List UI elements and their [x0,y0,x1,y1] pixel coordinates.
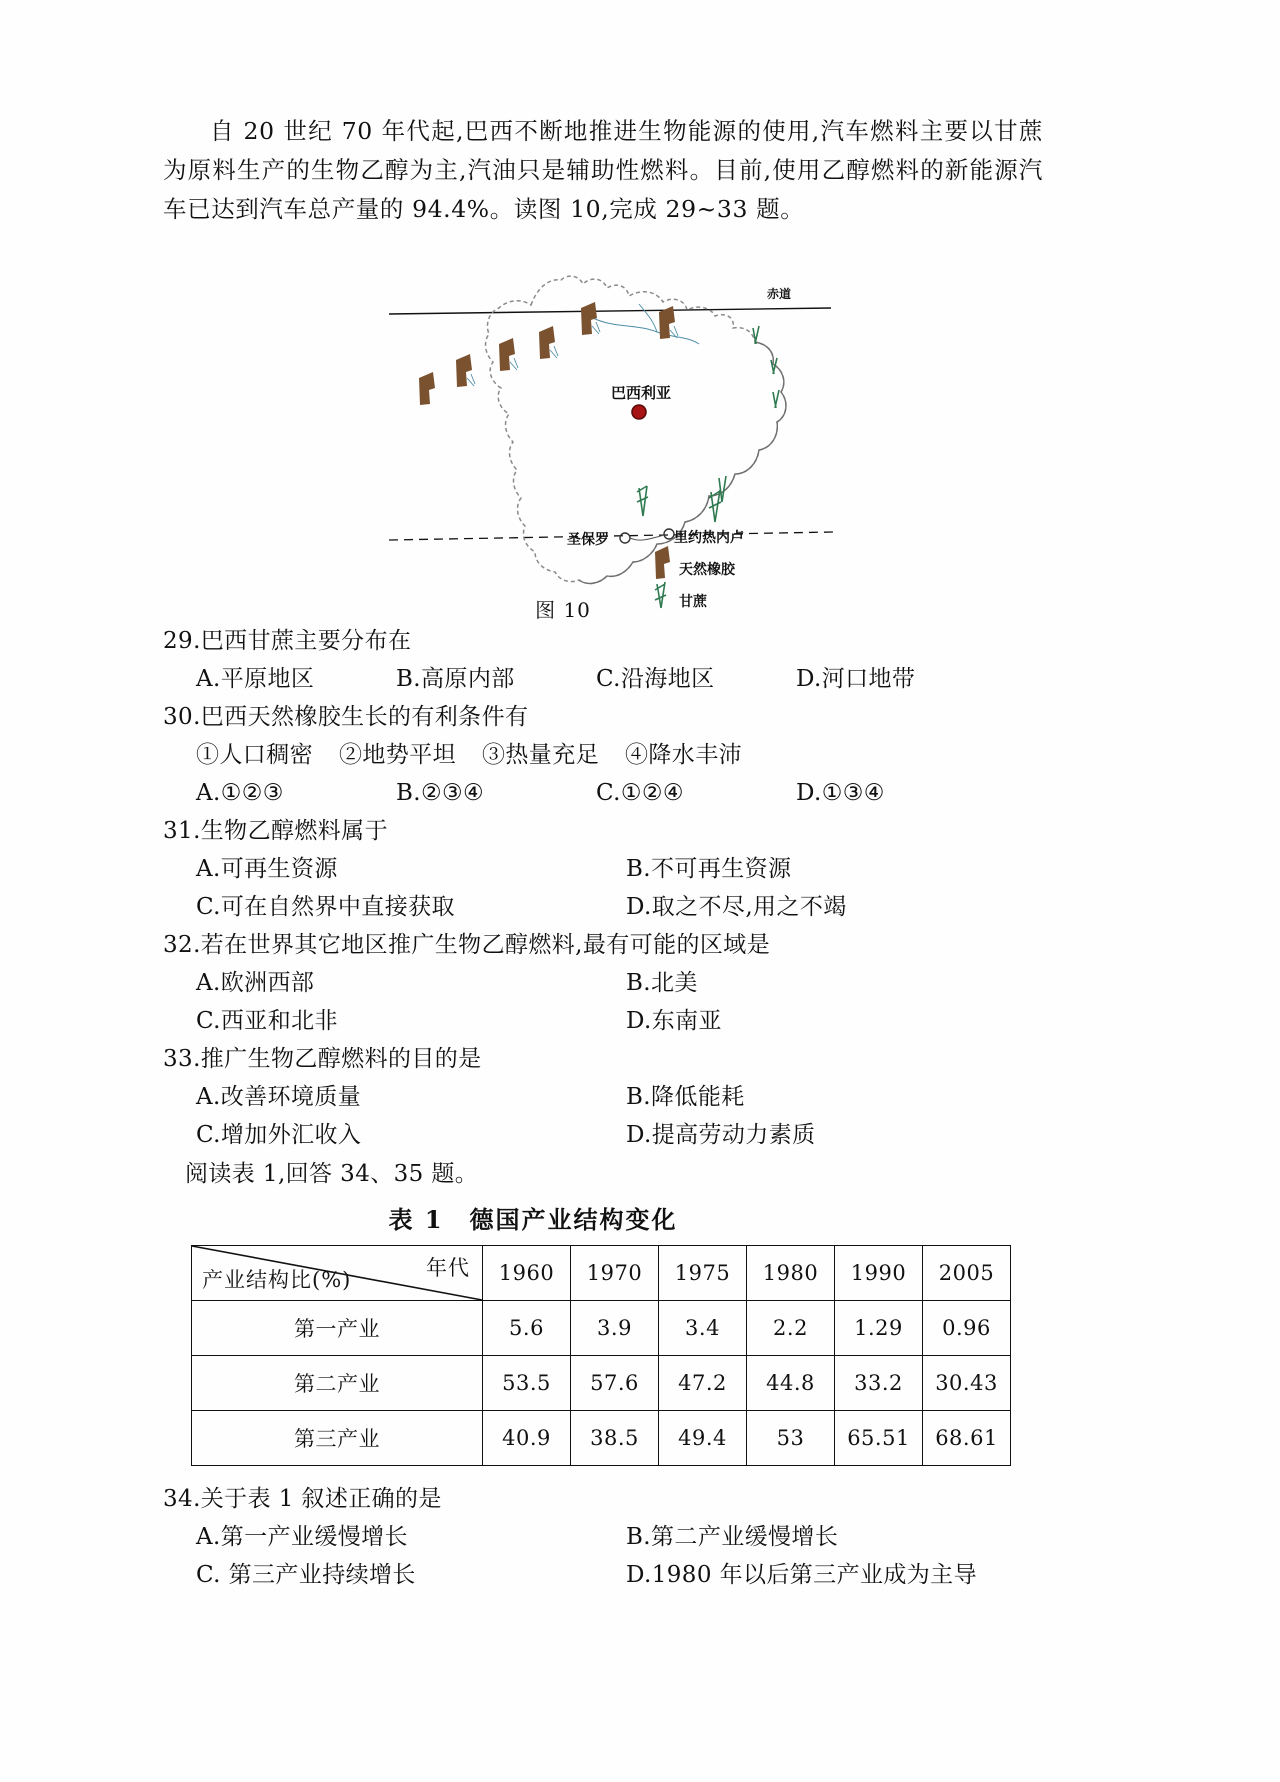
corner-col-label: 产业结构比(%) [202,1268,352,1292]
option-c[interactable]: C.可在自然界中直接获取 [196,894,455,920]
question-32-options-row1 [163,964,1043,1002]
question-32-options-row2 [163,1002,1043,1040]
option-c[interactable]: C.沿海地区 [596,666,715,692]
question-31-options-row1 [163,850,1043,888]
read-table-instruction: 阅读表 1,回答 34、35 题。 [185,1161,479,1187]
table-row [192,1301,1011,1356]
col-header-1975: 1975 [659,1246,747,1301]
option-b[interactable]: B.第二产业缓慢增长 [626,1524,839,1550]
question-33-text: 推广生物乙醇燃料的目的是 [200,1046,482,1072]
legend-rubber-icon [655,546,670,579]
table-row [192,1356,1011,1411]
option-d[interactable]: D.①③④ [796,780,885,806]
brazil-coastline [579,342,786,583]
col-header-1970: 1970 [571,1246,659,1301]
option-a[interactable]: A.欧洲西部 [196,970,315,996]
legend-rubber-label: 天然橡胶 [679,562,735,578]
option-d[interactable]: D.提高劳动力素质 [626,1122,816,1148]
table-1-german-industry [191,1245,1011,1466]
cell-tertiary-1980: 53 [747,1411,835,1466]
option-d[interactable]: D.取之不尽,用之不竭 [626,894,847,920]
col-header-1960: 1960 [483,1246,571,1301]
figure-caption: 图 10 [535,598,591,622]
equator-label: 赤道 [767,287,792,301]
sugarcane-icon [773,390,779,408]
question-34 [163,1480,1043,1594]
capital-city-dot [632,405,646,419]
option-d[interactable]: D.1980 年以后第三产业成为主导 [626,1562,977,1588]
sugarcane-icon [637,486,648,516]
tropic-line [389,532,833,540]
question-31 [163,812,1043,926]
question-34-number: 34. [163,1486,201,1512]
rubber-tree-icon [499,338,515,371]
cell-tertiary-1975: 49.4 [659,1411,747,1466]
capital-label: 巴西利亚 [611,384,672,402]
cell-secondary-2005: 30.43 [923,1356,1011,1411]
question-33-stem [163,1040,1043,1078]
item-4: ④降水丰沛 [625,742,742,768]
sugarcane-icon [709,490,721,522]
question-31-text: 生物乙醇燃料属于 [200,818,388,844]
option-b[interactable]: B.降低能耗 [626,1084,745,1110]
question-34-stem [163,1480,1043,1518]
question-30-text: 巴西天然橡胶生长的有利条件有 [200,704,529,730]
page-content [163,88,1043,1594]
cell-primary-1960: 5.6 [483,1301,571,1356]
cell-tertiary-1990: 65.51 [835,1411,923,1466]
cell-primary-1975: 3.4 [659,1301,747,1356]
question-32 [163,926,1043,1040]
question-32-text: 若在世界其它地区推广生物乙醇燃料,最有可能的区域是 [200,932,771,958]
col-header-1980: 1980 [747,1246,835,1301]
question-30 [163,698,1043,812]
option-c[interactable]: C.增加外汇收入 [196,1122,362,1148]
rio-label: 里约热内卢 [674,530,744,546]
col-header-2005: 2005 [923,1246,1011,1301]
option-a[interactable]: A.可再生资源 [196,856,338,882]
question-31-number: 31. [163,818,201,844]
rubber-tree-icon [581,302,597,335]
col-header-1990: 1990 [835,1246,923,1301]
cell-secondary-1980: 44.8 [747,1356,835,1411]
question-29 [163,622,1043,698]
question-30-number: 30. [163,704,201,730]
item-1: ①人口稠密 [196,742,313,768]
question-34-options-row1 [163,1518,1043,1556]
option-a[interactable]: A.①②③ [196,780,284,806]
cell-primary-1980: 2.2 [747,1301,835,1356]
question-33 [163,1040,1043,1154]
table-header-row [192,1246,1011,1301]
question-33-number: 33. [163,1046,201,1072]
cell-tertiary-2005: 68.61 [923,1411,1011,1466]
cell-primary-1990: 1.29 [835,1301,923,1356]
option-b[interactable]: B.不可再生资源 [626,856,792,882]
question-31-stem [163,812,1043,850]
cell-secondary-1975: 47.2 [659,1356,747,1411]
option-b[interactable]: B.②③④ [396,780,485,806]
rubber-tree-icon [456,354,472,387]
cell-secondary-1960: 53.5 [483,1356,571,1411]
cell-secondary-1970: 57.6 [571,1356,659,1411]
rubber-tree-icon [539,326,555,359]
question-34-options-row2 [163,1556,1043,1594]
option-a[interactable]: A.改善环境质量 [196,1084,362,1110]
table-1-title: 表 1 德国产业结构变化 [388,1205,678,1234]
option-c[interactable]: C.①②④ [596,780,684,806]
corner-row-label: 年代 [426,1256,470,1280]
question-29-number: 29. [163,628,201,654]
figure-10 [163,252,1043,622]
option-c[interactable]: C.西亚和北非 [196,1008,338,1034]
question-29-text: 巴西甘蔗主要分布在 [200,628,412,654]
row-header-tertiary: 第三产业 [192,1411,483,1466]
cell-primary-1970: 3.9 [571,1301,659,1356]
question-32-number: 32. [163,932,201,958]
item-2: ②地势平坦 [339,742,456,768]
question-29-stem [163,622,1043,660]
question-29-options [163,660,1043,698]
item-3: ③热量充足 [482,742,599,768]
rubber-tree-icon [419,372,435,405]
question-30-stem [163,698,1043,736]
question-31-options-row2 [163,888,1043,926]
option-b[interactable]: B.高原内部 [396,666,515,692]
sugarcane-icon [753,326,759,344]
question-33-options-row2 [163,1116,1043,1154]
option-d[interactable]: D.东南亚 [626,1008,722,1034]
city-dot-rio [664,529,674,539]
question-34-text: 关于表 1 叙述正确的是 [200,1486,442,1512]
table-row [192,1411,1011,1466]
question-30-options [163,774,1043,812]
question-30-items [163,736,1043,774]
question-32-stem [163,926,1043,964]
sao-paulo-label: 圣保罗 [567,532,609,548]
rubber-accent-group [467,322,678,386]
amazon-river [593,318,699,344]
sugarcane-icon [719,476,726,502]
option-a[interactable]: A.平原地区 [196,666,315,692]
row-header-primary: 第一产业 [192,1301,483,1356]
option-b[interactable]: B.北美 [626,970,698,996]
cell-tertiary-1970: 38.5 [571,1411,659,1466]
question-33-options-row1 [163,1078,1043,1116]
cell-primary-2005: 0.96 [923,1301,1011,1356]
legend-sugarcane-label: 甘蔗 [679,594,707,610]
table-corner-cell [192,1246,483,1301]
intro-paragraph: 自 20 世纪 70 年代起,巴西不断地推进生物能源的使用,汽车燃料主要以甘蔗为原料生产的生物乙醇为主,汽油只是辅助性燃料。目前,使用乙醇燃料的新能源汽车已达到汽车总产量的 94.4%。读图 10,完成 29~33 题。 [163,116,1043,223]
option-c[interactable]: C. 第三产业持续增长 [196,1562,416,1588]
equator-line [389,308,831,314]
row-header-secondary: 第二产业 [192,1356,483,1411]
sugarcane-symbol-group [637,326,779,522]
city-dot-sao-paulo [620,533,630,543]
option-d[interactable]: D.河口地带 [796,666,916,692]
cell-tertiary-1960: 40.9 [483,1411,571,1466]
option-a[interactable]: A.第一产业缓慢增长 [196,1524,408,1550]
cell-secondary-1990: 33.2 [835,1356,923,1411]
